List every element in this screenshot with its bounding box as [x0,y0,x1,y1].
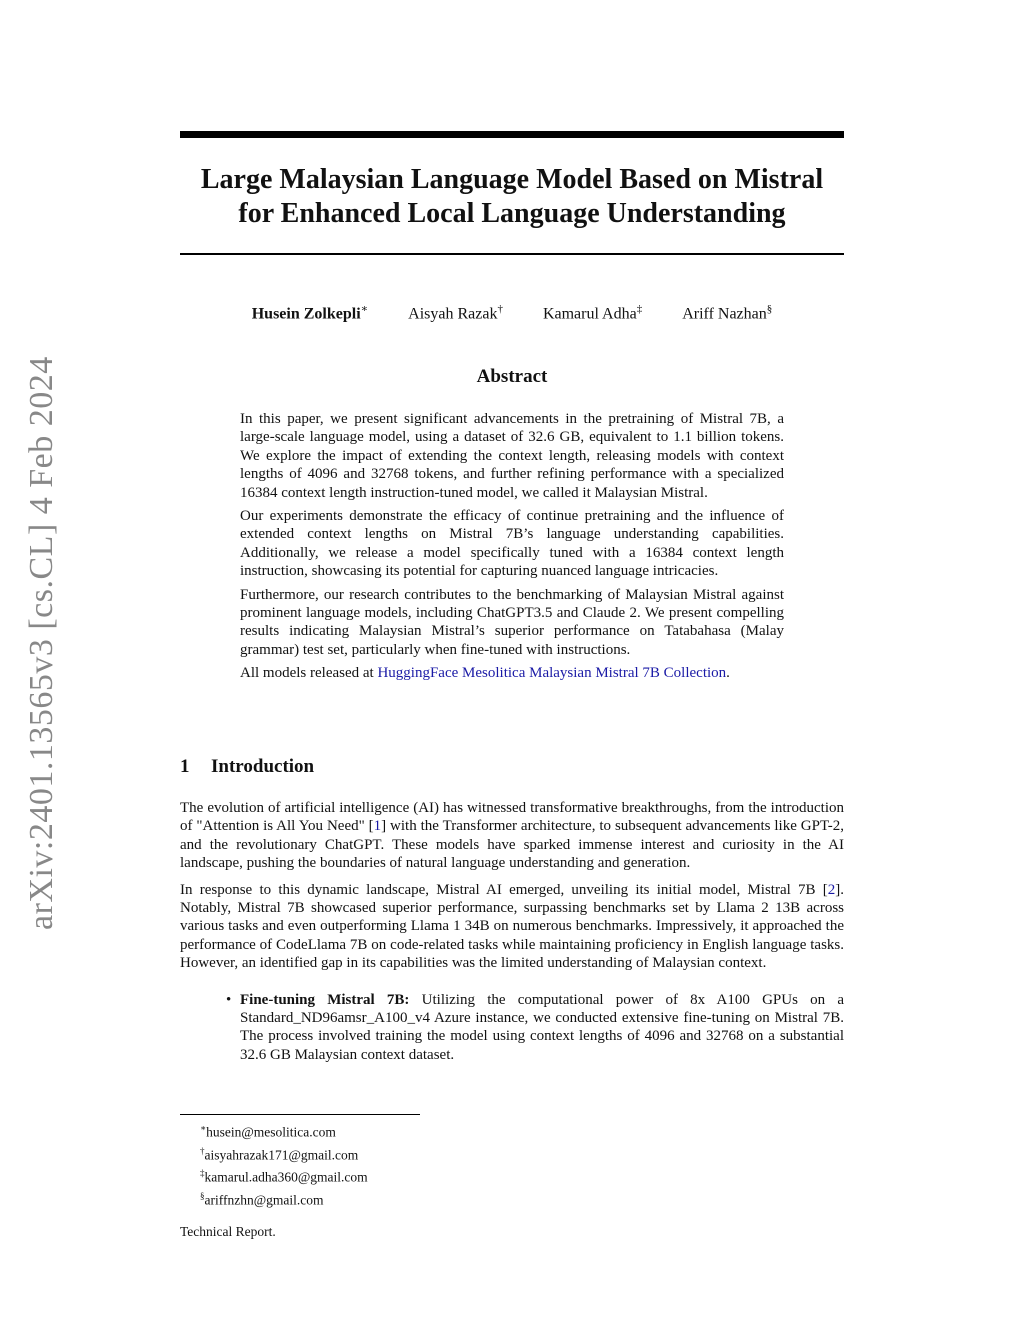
author: Aisyah Razak† [408,303,503,323]
footer-note: Technical Report. [180,1224,276,1239]
abstract-paragraph: All models released at HuggingFace Mesolitica Malaysian Mistral 7B Collection. [240,665,730,682]
arxiv-sidebar-stamp: arXiv:2401.13565v3 [cs.CL] 4 Feb 2024 [23,356,60,930]
abstract-heading: Abstract [476,366,548,387]
abstract-paragraph: Furthermore, our research contributes to the benchmarking of Malaysian Mistral against prominent language models, including ChatGPT3.5 and Claude 2. We present compelling results indicating Malaysian Mistral’s superior performance on Tatabahasa (Malay grammar) test set, particularly when fine-tuned with instructions. [240,586,784,658]
footnote: †aisyahrazak171@gmail.com [200,1145,359,1163]
footnote: ∗husein@mesolitica.com [200,1123,336,1140]
intro-paragraph: The evolution of artificial intelligence (AI) has witnessed transformative breakthroughs, from the introduction of "Attention is All You Need" [1] with the Transformer architecture, to subsequent advancements like GPT-2, and the revolutionary ChatGPT. These models have sparked immense interest and curiosity in the AI landscape, pushing the boundaries of natural language understanding and generation. [180,800,845,872]
author-list [180,298,844,325]
section-heading-introduction: 1 Introduction [180,756,315,777]
title-rule-bottom [180,253,844,255]
title-rule-top [180,131,844,138]
footnote: ‡kamarul.adha360@gmail.com [200,1168,368,1185]
footnote-rule [180,1114,420,1115]
citation-link[interactable]: 2 [827,881,836,898]
footnotes [200,1119,368,1210]
author: Ariff Nazhan§ [682,303,773,323]
introduction-body [180,799,844,1064]
author: Kamarul Adha‡ [542,303,643,323]
abstract-paragraph: Our experiments demonstrate the efficacy of continue pretraining and the influence of extended context lengths on Mistral 7B’s language understanding capabilities. Additionally, we release a model specifically tuned with a 16384 context length instruction, showcasing its potential for capturing nuanced language intricacies. [240,508,784,580]
abstract-body [240,410,784,688]
huggingface-collection-link[interactable]: HuggingFace Mesolitica Malaysian Mistral 7B Collection [377,665,727,682]
list-item: • Fine-tuning Mistral 7B: Utilizing the computational power of 8x A100 GPUs on a Standard_ND96amsr_A100_v4 Azure instance, we conducted extensive fine-tuning on Mistral 7B. The process involved training the model using context lengths of 4096 and 32768 on a substantial 32.6 GB Malaysian context dataset. [240,991,844,1065]
citation-link[interactable]: 1 [373,818,382,835]
title-line-2: for Enhanced Local Language Understanding [238,198,786,229]
author: Husein Zolkepli∗ [251,303,369,323]
paper-title [180,163,844,231]
title-line-1: Large Malaysian Language Model Based on Mistral [200,164,824,195]
abstract-paragraph: In this paper, we present significant advancements in the pretraining of Mistral 7B, a large-scale language model, using a dataset of 32.6 GB, equivalent to 1.1 billion tokens. We explore the impact of extending the context length, releasing models with context lengths of 4096 and 32768 tokens, and further refining performance with a specialized 16384 context length instruction-tuned model, we called it Malaysian Mistral. [240,411,784,501]
footnote: §ariffnzhn@gmail.com [200,1191,324,1208]
intro-paragraph: In response to this dynamic landscape, Mistral AI emerged, unveiling its initial model, Mistral 7B [2]. Notably, Mistral 7B showcased superior performance, surpassing benchmarks set by Llama 2 13B across various tasks and even outperforming Llama 1 34B on numerous benchmarks. Impressively, it approached the performance of CodeLlama 7B on code-related tasks while maintaining proficiency in English language tasks. However, an identified gap in its capabilities was the limited understanding of Malaysian context. [180,881,844,972]
contribution-list [180,991,844,1065]
